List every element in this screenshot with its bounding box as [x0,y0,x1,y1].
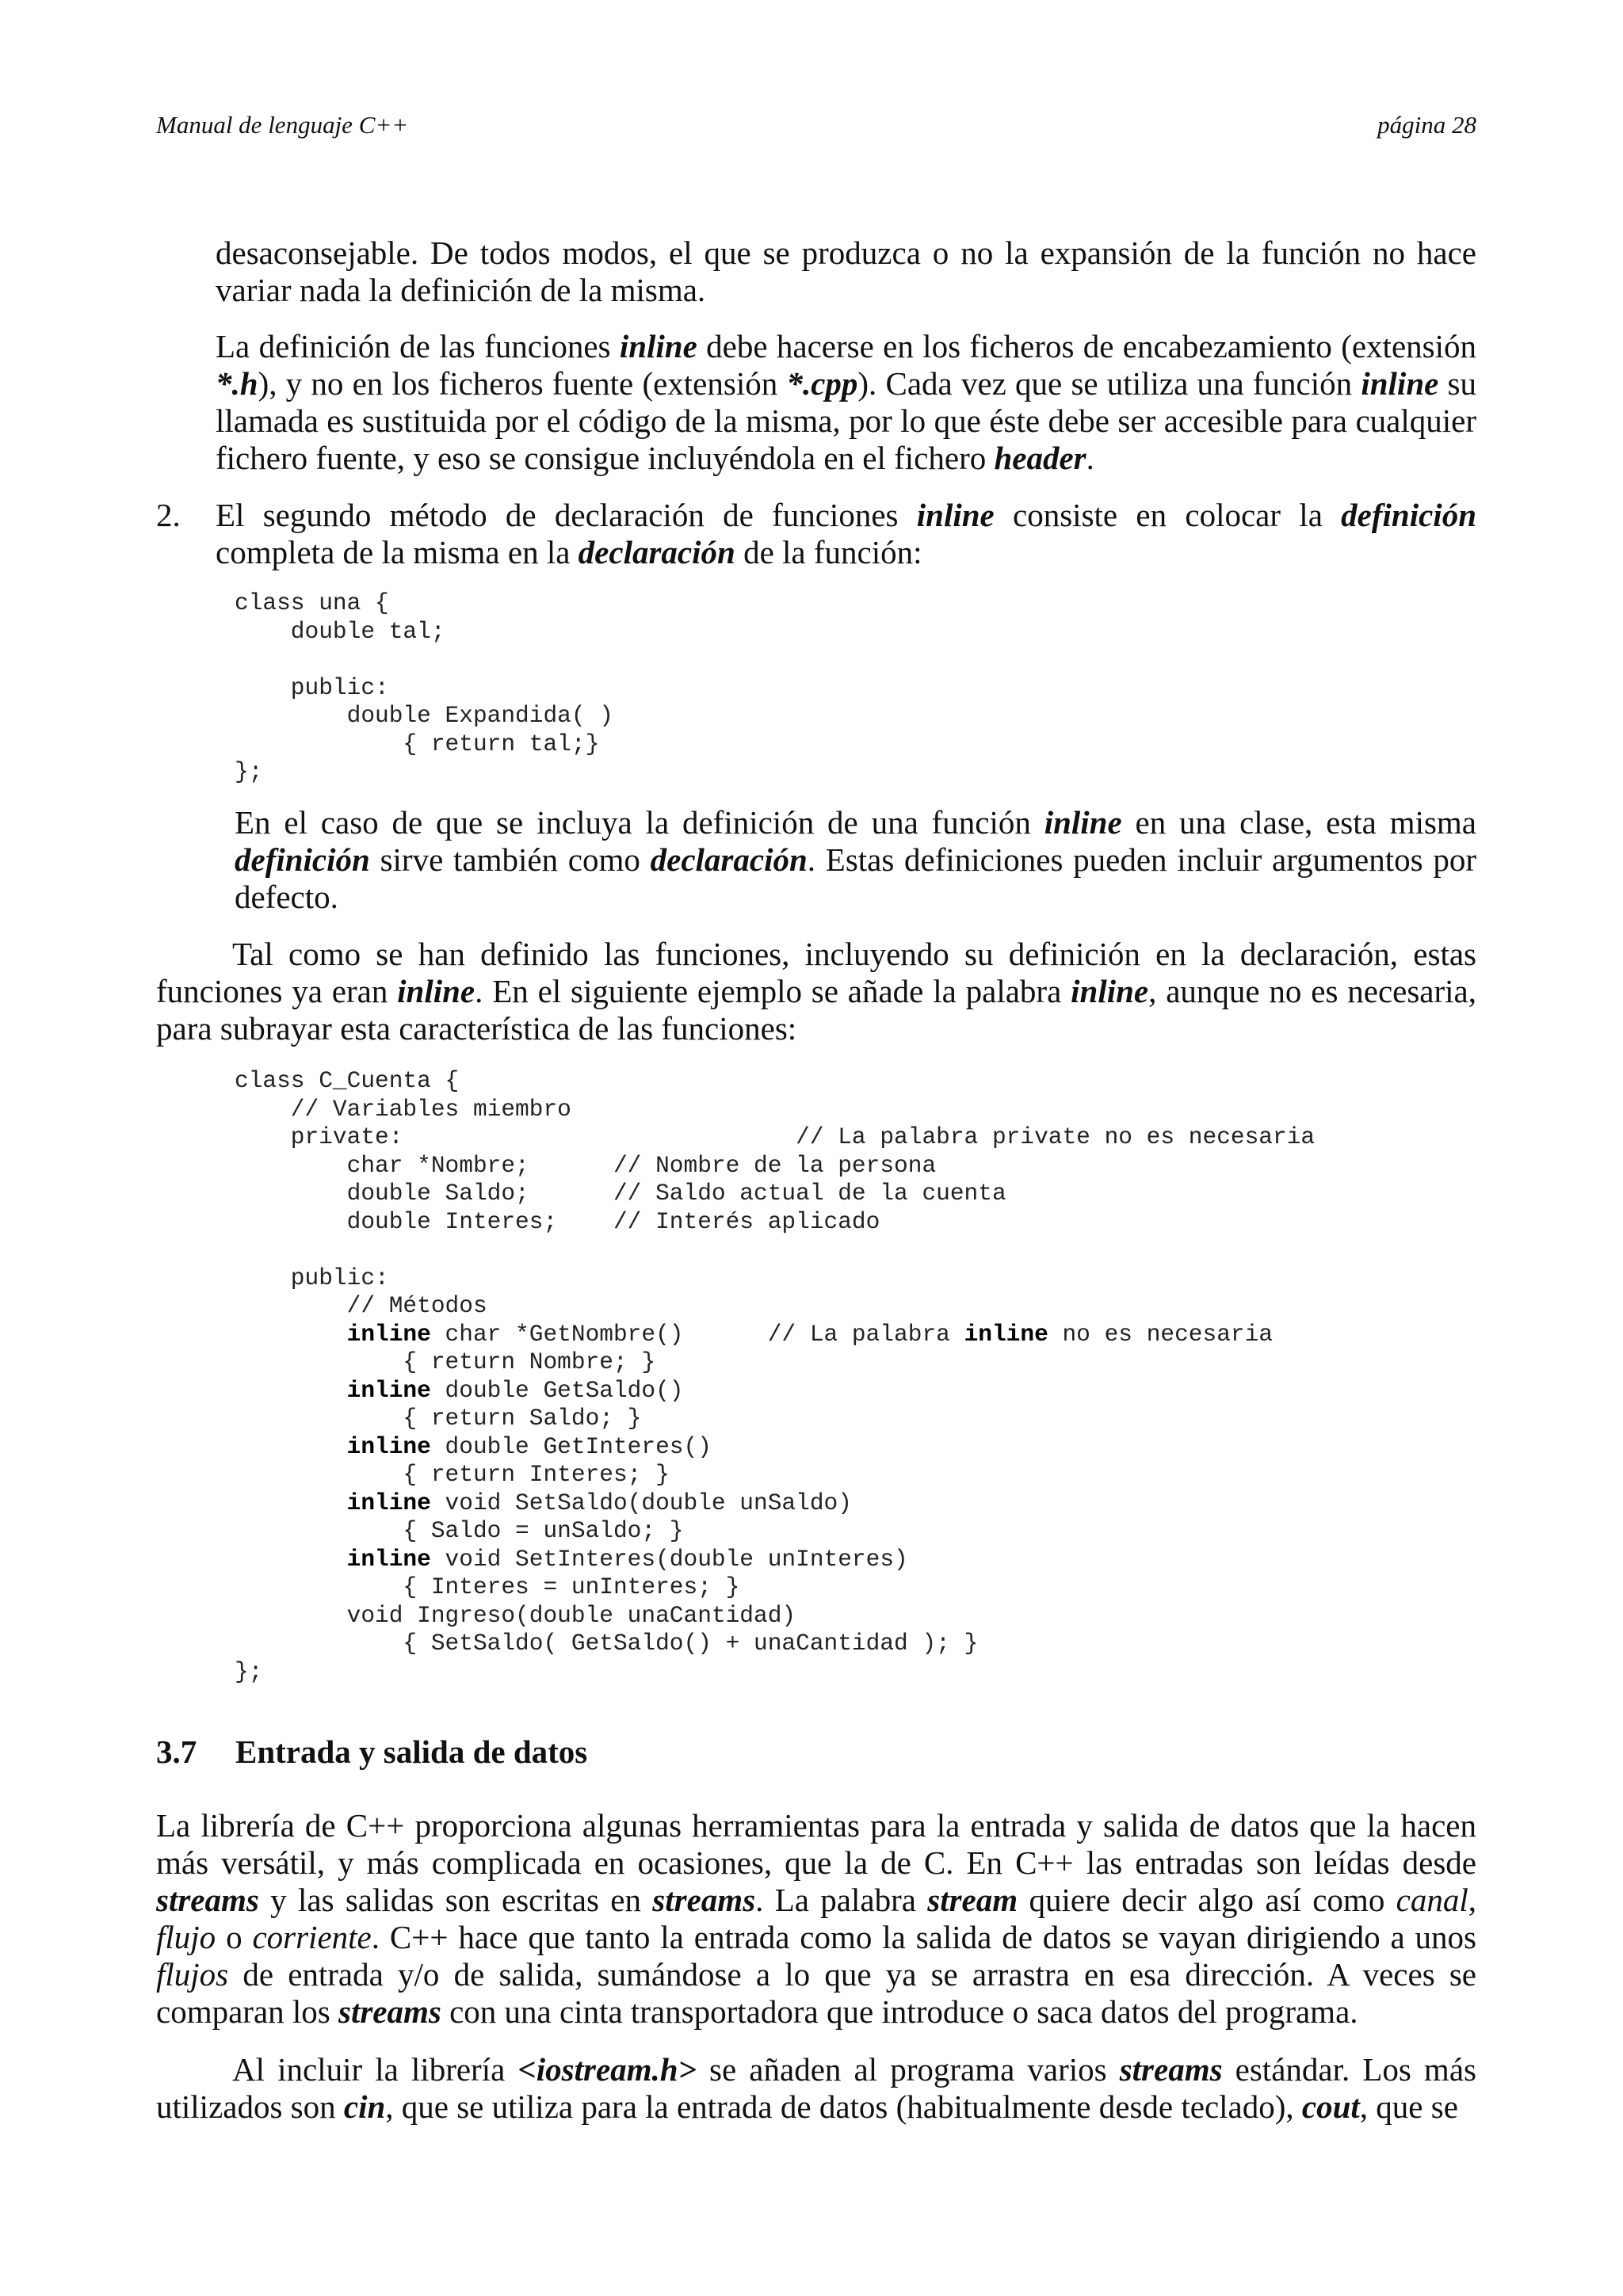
code-line: // Métodos [235,1292,487,1319]
code-line: { Saldo = unSaldo; } [235,1517,684,1544]
section-heading [156,1733,587,1771]
paragraph-iostream: Al incluir la librería <iostream.h> se añaden al programa varios streams estándar. Los más utilizados son cin, que se utiliza para la entrada de datos (habitualmente desde teclado), cout, que se [156,2051,1476,2125]
paragraph-streams: La librería de C++ proporciona algunas herramientas para la entrada y salida de datos que la hacen más versátil, y más complicada en ocasiones, que la de C. En C++ las entradas son leídas desde streams y las salidas son escritas en streams. La palabra stream quiere decir algo así como canal, flujo o corriente. C++ hace que tanto la entrada como la salida de datos se vayan dirigiendo a unos flujos de entrada y/o de salida, sumándose a lo que ya se arrastra en esa dirección. A veces se comparan los streams con una cinta transportadora que introduce o saca datos del programa. [156,1807,1476,2030]
code-line: double Interes; // Interés aplicado [235,1207,880,1235]
code-line: inline double GetSaldo() [235,1376,684,1404]
code-line: class C_Cuenta { [235,1067,460,1094]
code-line: { return tal;} [235,730,600,757]
code-line: { return Nombre; } [235,1348,656,1375]
code-line: void Ingreso(double unaCantidad) [235,1601,796,1629]
paragraph-definition-declaration: En el caso de que se incluya la definición de una función inline en una clase, esta misma definición sirve también como declaración. Estas definiciones pueden incluir argumentos por defecto. [235,804,1476,915]
code-line: inline char *GetNombre() // La palabra inline no es necesaria [235,1320,1274,1348]
code-line: { return Saldo; } [235,1405,642,1432]
code-line: inline void SetInteres(double unInteres) [235,1545,908,1573]
code-line: }; [235,1657,263,1685]
paragraph-inline-example: Tal como se han definido las funciones, incluyendo su definición en la declaración, estas funciones ya eran inline. En el siguiente ejemplo se añade la palabra inline, aunque no es necesaria, para subrayar esta característica de las funciones: [156,936,1476,1047]
page-header [156,111,1476,149]
code-line: inline double GetInteres() [235,1432,712,1460]
code-block-class-c-cuenta [235,1067,1315,1686]
code-line: { return Interes; } [235,1461,670,1488]
code-line: double tal; [235,617,445,645]
list-item-number: 2. [156,497,181,533]
paragraph-inline-definition: La definición de las funciones inline debe hacerse en los ficheros de encabezamiento (extensión *.h), y no en los ficheros fuente (extensión *.cpp). Cada vez que se utiliza una función inline su llamada es sustituida por el código de la misma, por lo que éste debe ser accesible para cualquier fichero fuente, y eso se consigue incluyéndola en el fichero header. [216,328,1476,476]
code-line: double Expandida( ) [235,702,613,729]
code-line: }; [235,758,263,785]
code-line: inline void SetSaldo(double unSaldo) [235,1489,852,1516]
code-line: double Saldo; // Saldo actual de la cuenta [235,1180,1006,1207]
section-title: Entrada y salida de datos [235,1733,588,1770]
list-item-2: El segundo método de declaración de funciones inline consiste en colocar la definición completa de la misma en la declaración de la función: [216,497,1476,570]
code-line: // Variables miembro [235,1095,571,1123]
code-line: private: // La palabra private no es necesaria [235,1123,1316,1150]
code-line: public: [235,673,389,701]
paragraph-continued [216,235,1476,309]
code-line: char *Nombre; // Nombre de la persona [235,1151,937,1179]
code-line: { Interes = unInteres; } [235,1573,740,1600]
section-number: 3.7 [156,1733,197,1770]
header-manual-title: Manual de lenguaje C++ [156,111,409,139]
header-page-number: página 28 [1377,111,1476,139]
code-line: { SetSaldo( GetSaldo() + unaCantidad ); } [235,1630,979,1657]
paragraph-text: desaconsejable. De todos modos, el que se produzca o no la expansión de la función no hace variar nada la definición de la misma. [216,235,1476,308]
code-line: class una { [235,589,389,616]
code-block-class-una [235,589,613,787]
code-line: public: [235,1264,389,1291]
